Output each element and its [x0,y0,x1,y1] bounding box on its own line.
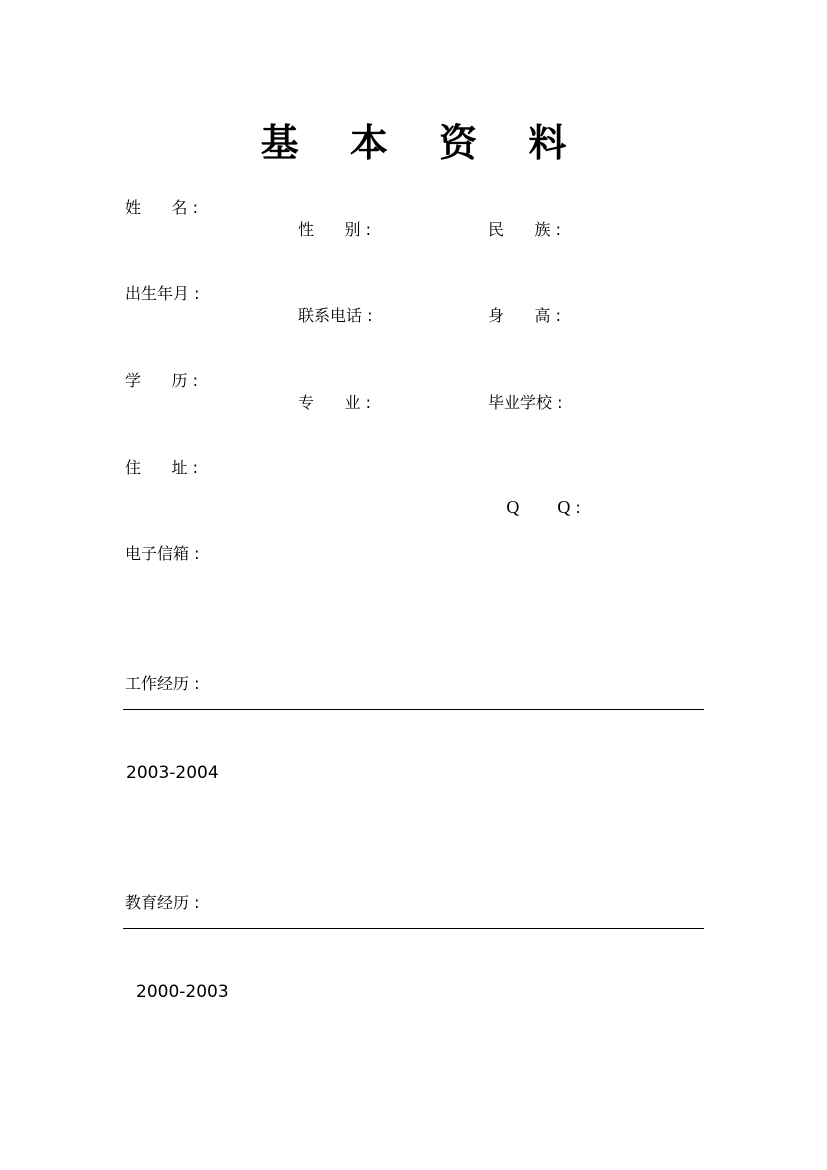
school-label: 毕业学校 : [488,393,563,412]
education-period: 2000-2003 [136,982,229,1002]
name-label: 姓 名 : [125,198,198,217]
address-label: 住 址 : [125,458,198,477]
height-label: 身 高 : [488,306,561,325]
education-history-heading: 教育经历 : [125,893,200,912]
qq-colon: : [570,498,581,517]
work-history-heading: 工作经历 : [125,674,200,693]
page-title: 基 本 资 料 [260,121,586,165]
email-label: 电子信箱 : [125,544,200,563]
birth-label: 出生年月 : [125,284,200,303]
gender-label: 性 别 : [298,220,371,239]
education-history-divider [123,928,704,929]
work-history-divider [123,709,704,710]
major-label: 专 业 : [298,393,371,412]
ethnicity-label: 民 族 : [488,220,561,239]
work-period: 2003-2004 [126,763,219,783]
education-label: 学 历 : [125,371,198,390]
qq-letter-1: Q [506,497,520,517]
qq-letter-2: Q [557,497,571,517]
phone-label: 联系电话 : [298,306,373,325]
qq-label [486,477,581,538]
